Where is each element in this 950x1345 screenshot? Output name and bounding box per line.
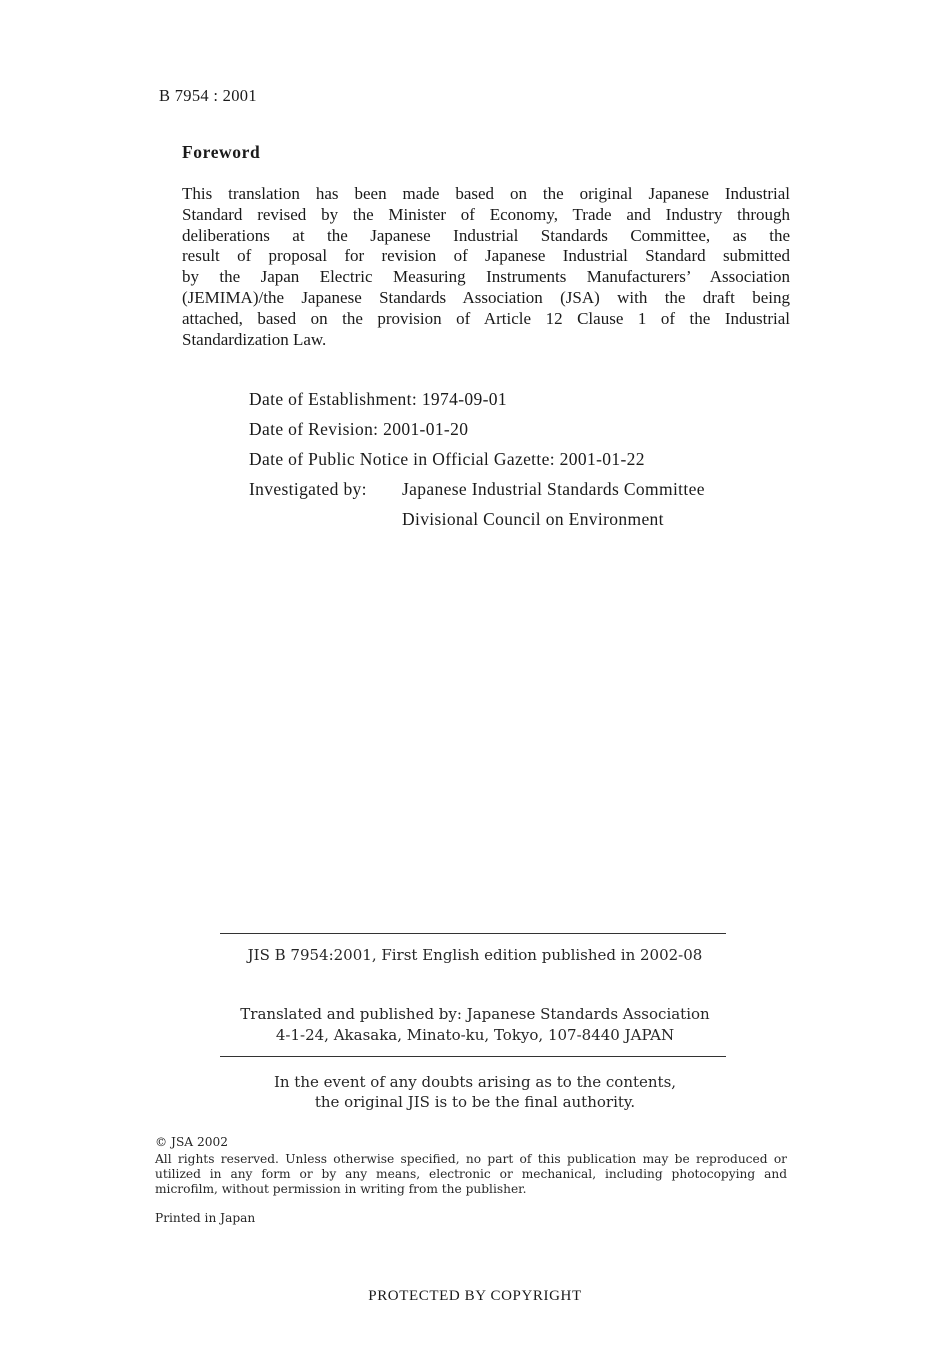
- foreword-line: Standard revised by the Minister of Economy, Trade and Industry through: [182, 204, 790, 224]
- revision-label: Date of Revision:: [249, 419, 379, 439]
- foreword-line: deliberations at the Japanese Industrial Standards Committee, as the: [182, 225, 790, 245]
- rights-line: All rights reserved. Unless otherwise specified, no part of this publication may be reproduced or: [155, 1152, 787, 1166]
- revision-value: 2001-01-20: [383, 419, 469, 439]
- edition-line: JIS B 7954:2001, First English edition published in 2002-08: [247, 946, 703, 964]
- foreword-line: by the Japan Electric Measuring Instruments Manufacturers’ Association: [182, 267, 790, 287]
- authority-note-line1: In the event of any doubts arising as to the contents,: [273, 1073, 677, 1091]
- investigated-by-row: [249, 479, 705, 500]
- rights-line: utilized in any form or by any means, electronic or mechanical, including photocopying and: [155, 1167, 787, 1181]
- printed-in-japan: Printed in Japan: [155, 1211, 256, 1225]
- rights-line: microfilm, without permission in writing from the publisher.: [155, 1182, 527, 1196]
- divider-top: [220, 933, 726, 934]
- establishment-label: Date of Establishment:: [249, 389, 418, 409]
- foreword-heading: Foreword: [182, 142, 261, 162]
- authority-note-line2: the original JIS is to be the final authority.: [314, 1093, 636, 1111]
- establishment-value: 1974-09-01: [421, 389, 507, 409]
- divider-bottom: [220, 1056, 726, 1057]
- investigated-by-council: Divisional Council on Environment: [402, 509, 664, 529]
- establishment-date-row: [249, 389, 507, 410]
- foreword-line: Standardization Law.: [182, 329, 327, 349]
- publisher-line: Translated and published by: Japanese Standards Association: [240, 1005, 710, 1023]
- rights-reserved-paragraph: [155, 1152, 787, 1197]
- public-notice-label: Date of Public Notice in Official Gazette:: [249, 449, 555, 469]
- revision-date-row: [249, 419, 468, 440]
- investigated-by-committee: Japanese Industrial Standards Committee: [402, 479, 705, 499]
- protected-by-copyright: PROTECTED BY COPYRIGHT: [368, 1288, 582, 1304]
- foreword-line: attached, based on the provision of Article 12 Clause 1 of the Industrial: [182, 308, 790, 328]
- document-number: B 7954 : 2001: [159, 86, 257, 105]
- copyright-notice: © JSA 2002: [155, 1135, 228, 1149]
- foreword-line: This translation has been made based on the original Japanese Industrial: [182, 184, 790, 203]
- public-notice-date-row: [249, 449, 645, 470]
- publisher-address: 4-1-24, Akasaka, Minato-ku, Tokyo, 107-8440 JAPAN: [275, 1026, 675, 1044]
- foreword-paragraph: [182, 184, 790, 350]
- investigated-by-label: Investigated by:: [249, 479, 367, 499]
- public-notice-value: 2001-01-22: [559, 449, 645, 469]
- foreword-line: (JEMIMA)/the Japanese Standards Association (JSA) with the draft being: [182, 287, 790, 307]
- foreword-line: result of proposal for revision of Japanese Industrial Standard submitted: [182, 246, 790, 266]
